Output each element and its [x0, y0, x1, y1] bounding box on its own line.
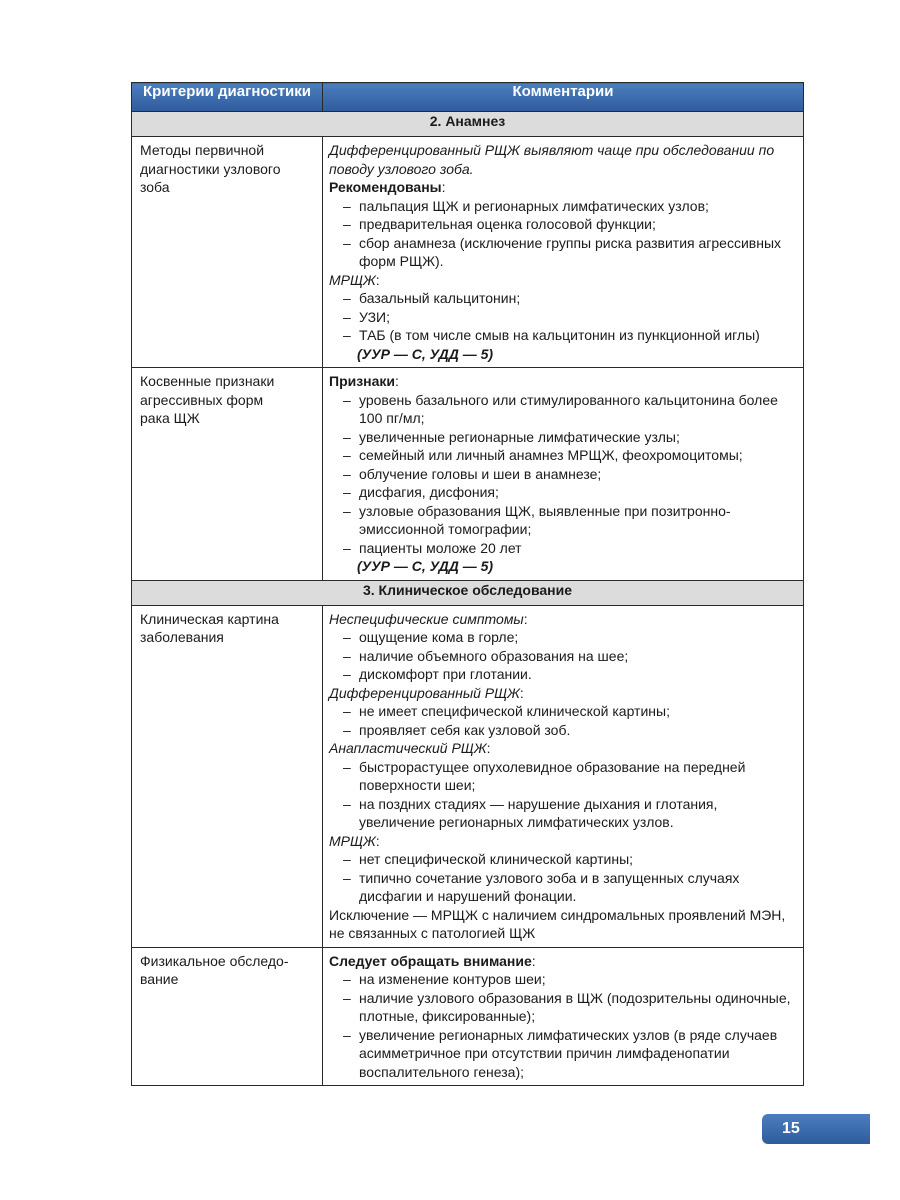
- list-item-text: облучение головы и шеи в анамнезе;: [359, 465, 602, 482]
- group-label: [329, 271, 797, 290]
- bullet-dash: –: [343, 795, 351, 812]
- list-item: [329, 665, 797, 684]
- group-label: [329, 952, 797, 971]
- list-item-text: семейный или личный анамнез МРЩЖ, феохромоцитомы;: [359, 447, 743, 463]
- group-label-text: МРЩЖ: [329, 271, 376, 288]
- list-item-text: нет специфической клинической картины;: [359, 851, 634, 867]
- criterion-cell: [132, 947, 323, 1086]
- bullet-dash: –: [343, 721, 351, 738]
- bullet-dash: –: [343, 502, 351, 519]
- list-item-text: пальпация ЩЖ и регионарных лимфатических узлов;: [359, 197, 709, 214]
- group-label-text: Неспецифические симптомы: [329, 610, 524, 627]
- criterion-line: Физикальное обследо-: [140, 952, 289, 969]
- table-header-row: [132, 83, 804, 112]
- group-label-text: Анапластический РЩЖ: [329, 740, 487, 756]
- list-item: [329, 502, 797, 539]
- list-item-text: увеличенные регионарные лимфатические узлы;: [359, 428, 680, 445]
- list-item-text: уровень базального или стимулированного кальцитонина более 100 пг/мл;: [359, 391, 778, 426]
- comment-cell: [323, 137, 804, 368]
- list-item-text: пациенты моложе 20 лет: [359, 539, 522, 556]
- bullet-dash: –: [343, 869, 351, 886]
- table-row: [132, 605, 804, 947]
- criterion-line: рака ЩЖ: [140, 410, 200, 426]
- group-label-text: Следует обращать внимание: [329, 952, 532, 969]
- criterion-cell: [132, 605, 323, 947]
- comment-cell: [323, 368, 804, 581]
- section-title: 3. Клиническое обследование: [132, 580, 804, 605]
- section-row: [132, 112, 804, 137]
- table-row: [132, 368, 804, 581]
- list-item-text: узловые образования ЩЖ, выявленные при позитронно-эмиссионной томографии;: [359, 502, 731, 537]
- bullet-dash: –: [343, 290, 351, 306]
- group-label: [329, 739, 797, 758]
- criterion-line: диагностики узлового: [140, 160, 281, 177]
- list-item: [329, 721, 797, 740]
- list-item: [329, 702, 797, 721]
- criterion-cell: [132, 137, 323, 368]
- section-title: 2. Анамнез: [132, 112, 804, 137]
- list-item: [329, 289, 797, 308]
- group-label-suffix: :: [375, 271, 380, 288]
- list-item-text: предварительная оценка голосовой функции;: [359, 216, 656, 232]
- table-body: [132, 112, 804, 1086]
- bullet-dash: –: [343, 391, 351, 408]
- comment-cell: [323, 605, 804, 947]
- section-row: [132, 580, 804, 605]
- list-item-text: быстрорастущее опухолевидное образование на передней поверхности шеи;: [359, 758, 746, 793]
- diagnostics-table: [131, 82, 804, 1086]
- bullet-dash: –: [343, 1026, 351, 1043]
- bullet-dash: –: [343, 758, 351, 775]
- criterion-cell: [132, 368, 323, 581]
- criterion-line: заболевания: [140, 629, 224, 645]
- group-label: [329, 684, 797, 703]
- list-item-text: УЗИ;: [359, 308, 390, 325]
- list-item: [329, 215, 797, 234]
- evidence-level: (УУР — С, УДД — 5): [357, 345, 494, 362]
- bullet-dash: –: [343, 484, 351, 500]
- group-label-suffix: :: [531, 952, 536, 969]
- group-label-suffix: :: [519, 684, 524, 701]
- list-item-text: наличие узлового образования в ЩЖ (подозрительны одиночные, плотные, фиксированные);: [359, 989, 791, 1024]
- list-item: [329, 446, 797, 465]
- group-label-suffix: :: [486, 740, 491, 756]
- bullet-dash: –: [343, 703, 351, 719]
- page-number-tab: [762, 1114, 870, 1144]
- list-item-text: на поздних стадиях — нарушение дыхания и глотания, увеличение регионарных лимфатических узлов.: [359, 795, 718, 830]
- list-item: [329, 758, 797, 795]
- list-item-text: дискомфорт при глотании.: [359, 666, 532, 682]
- group-label: [329, 372, 797, 391]
- evidence-level: (УУР — С, УДД — 5): [357, 558, 494, 574]
- bullet-dash: –: [343, 971, 351, 987]
- list-item-text: дисфагия, дисфония;: [359, 484, 499, 500]
- bullet-dash: –: [343, 327, 351, 343]
- list-item: [329, 465, 797, 484]
- note-text: Исключение — МРЩЖ с наличием синдромальных проявлений МЭН, не связанных с патологией ЩЖ: [329, 906, 786, 941]
- group-label-text: Дифференцированный РЩЖ: [329, 684, 520, 701]
- list-item-text: на изменение контуров шеи;: [359, 971, 546, 987]
- criterion-line: вание: [140, 971, 179, 987]
- group-label: [329, 178, 797, 197]
- criterion-line: Косвенные признаки: [140, 373, 275, 389]
- list-item-text: не имеет специфической клинической картины;: [359, 703, 670, 719]
- list-item: [329, 850, 797, 869]
- list-item-text: ощущение кома в горле;: [359, 629, 519, 645]
- bullet-dash: –: [343, 666, 351, 682]
- group-label-suffix: :: [441, 179, 446, 195]
- group-label: [329, 832, 797, 851]
- list-item: [329, 326, 797, 345]
- list-item-text: сбор анамнеза (исключение группы риска развития агрессивных форм РЩЖ).: [359, 234, 782, 269]
- table-row: [132, 137, 804, 368]
- bullet-dash: –: [343, 465, 351, 482]
- list-item: [329, 197, 797, 216]
- bullet-dash: –: [343, 447, 351, 463]
- criterion-line: зоба: [140, 179, 170, 195]
- group-label-suffix: :: [523, 610, 528, 627]
- comment-cell: [323, 947, 804, 1086]
- list-item: [329, 539, 797, 558]
- criterion-line: Методы первичной: [140, 142, 265, 158]
- list-item-text: наличие объемного образования на шее;: [359, 647, 629, 664]
- list-item-text: проявляет себя как узловой зоб.: [359, 721, 571, 738]
- bullet-dash: –: [343, 308, 351, 325]
- bullet-dash: –: [343, 647, 351, 664]
- header-criteria: Критерии диагностики: [132, 83, 323, 112]
- table-row: [132, 947, 804, 1086]
- list-item: [329, 391, 797, 428]
- list-item: [329, 795, 797, 832]
- bullet-dash: –: [343, 629, 351, 645]
- list-item: [329, 869, 797, 906]
- list-item-text: типично сочетание узлового зоба и в запущенных случаях дисфагии и нарушений фонации.: [359, 869, 740, 904]
- criterion-line: агрессивных форм: [140, 391, 264, 408]
- bullet-dash: –: [343, 216, 351, 232]
- group-label-suffix: :: [375, 832, 380, 849]
- list-item: [329, 483, 797, 502]
- list-item: [329, 989, 797, 1026]
- list-item: [329, 628, 797, 647]
- intro-note: Дифференцированный РЩЖ выявляют чаще при обследовании по поводу узлового зоба.: [329, 142, 775, 177]
- list-item-text: увеличение регионарных лимфатических узлов (в ряде случаев асимметричное при отсутствии причин лимфаденопатии воспалительного генеза);: [359, 1026, 778, 1080]
- bullet-dash: –: [343, 851, 351, 867]
- list-item: [329, 1026, 797, 1082]
- list-item: [329, 308, 797, 327]
- list-item-text: ТАБ (в том числе смыв на кальцитонин из пункционной иглы): [359, 327, 760, 343]
- list-item-text: базальный кальцитонин;: [359, 290, 521, 306]
- list-item: [329, 647, 797, 666]
- group-label-text: Рекомендованы: [329, 179, 442, 195]
- group-label-text: МРЩЖ: [329, 832, 376, 849]
- bullet-dash: –: [343, 989, 351, 1006]
- list-item: [329, 970, 797, 989]
- bullet-dash: –: [343, 539, 351, 556]
- page-number: 15: [782, 1120, 800, 1137]
- bullet-dash: –: [343, 197, 351, 214]
- group-label-text: Признаки: [329, 373, 396, 389]
- criterion-line: Клиническая картина: [140, 610, 279, 627]
- list-item: [329, 428, 797, 447]
- group-label-suffix: :: [395, 373, 399, 389]
- bullet-dash: –: [343, 428, 351, 445]
- list-item: [329, 234, 797, 271]
- bullet-dash: –: [343, 234, 351, 251]
- header-comments: Комментарии: [323, 83, 804, 112]
- group-label: [329, 610, 797, 629]
